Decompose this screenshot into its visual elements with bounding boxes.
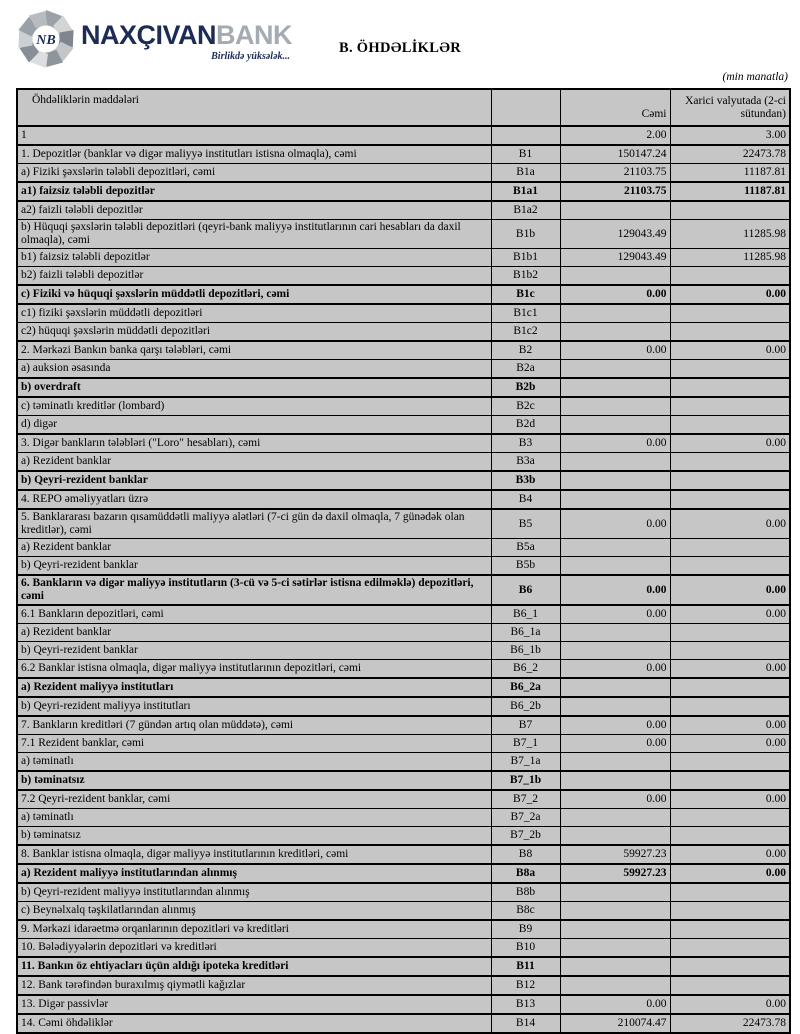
row-fx-cell [670, 920, 790, 939]
row-code-cell: B11 [491, 957, 560, 976]
row-label-cell: c) Beynəlxalq təşkilatlarından alınmış [17, 902, 491, 921]
row-label-cell: a) təminatlı [17, 753, 491, 772]
index-label-cell: 1 [17, 126, 491, 145]
row-code-cell: B5a [491, 539, 560, 557]
row-fx-cell: 0.00 [670, 285, 790, 304]
row-code-cell: B1b [491, 220, 560, 249]
row-fx-cell [670, 304, 790, 323]
row-fx-cell [670, 378, 790, 397]
table-row [17, 164, 790, 183]
row-code-cell: B8a [491, 864, 560, 883]
row-total-cell [560, 490, 670, 509]
row-code-cell: B2a [491, 360, 560, 379]
row-label-cell: a) Rezident maliyyə institutlarından alınmış [17, 864, 491, 883]
row-total-cell: 0.00 [560, 285, 670, 304]
row-total-cell: 129043.49 [560, 220, 670, 249]
table-row [17, 753, 790, 772]
row-fx-cell [670, 753, 790, 772]
row-label-cell: a) auksion əsasında [17, 360, 491, 379]
row-fx-cell: 0.00 [670, 341, 790, 360]
table-row [17, 267, 790, 286]
row-total-cell [560, 678, 670, 697]
table-row [17, 920, 790, 939]
row-label-cell: 6. Bankların və digər maliyyə institutların (3-cü və 5-ci sətirlər istisna edilməklə) depozitləri, cəmi [17, 575, 491, 605]
table-row [17, 471, 790, 490]
table-rows [17, 89, 790, 1033]
row-code-cell: B6_1a [491, 624, 560, 642]
row-label-cell: c) təminatlı kreditlər (lombard) [17, 397, 491, 416]
row-code-cell: B1c [491, 285, 560, 304]
row-code-cell: B3a [491, 453, 560, 472]
row-label-cell: 8. Banklar istisna olmaqla, digər maliyyə institutlarının kreditləri, cəmi [17, 845, 491, 864]
row-label-cell: 4. REPO əməliyyatları üzrə [17, 490, 491, 509]
header-items-label: Öhdəliklərin maddələri [17, 89, 491, 126]
row-total-cell: 0.00 [560, 605, 670, 624]
row-label-cell: 7. Bankların kreditləri (7 gündən artıq olan müddətə), cəmi [17, 716, 491, 735]
row-total-cell [560, 267, 670, 286]
table-row [17, 624, 790, 642]
row-code-cell: B2d [491, 416, 560, 435]
bank-logo [16, 8, 292, 70]
index-fx-cell: 3.00 [670, 126, 790, 145]
row-label-cell: b) overdraft [17, 378, 491, 397]
row-total-cell: 150147.24 [560, 145, 670, 164]
row-code-cell: B6 [491, 575, 560, 605]
row-label-cell: b) Hüquqi şəxslərin tələbli depozitləri (qeyri-bank maliyyə institutlarının cari hesabları da daxil olmaqla), cəmi [17, 220, 491, 249]
row-fx-cell: 0.00 [670, 790, 790, 809]
row-code-cell: B5b [491, 557, 560, 576]
row-total-cell [560, 624, 670, 642]
table-row [17, 827, 790, 846]
table-row [17, 883, 790, 902]
table-row [17, 605, 790, 624]
row-total-cell [560, 920, 670, 939]
row-code-cell: B6_1b [491, 642, 560, 660]
table-row [17, 323, 790, 342]
row-total-cell [560, 201, 670, 220]
row-fx-cell: 11187.81 [670, 182, 790, 201]
row-label-cell: a2) faizli tələbli depozitlər [17, 201, 491, 220]
table-row [17, 360, 790, 379]
row-code-cell: B8b [491, 883, 560, 902]
row-code-cell: B2b [491, 378, 560, 397]
row-code-cell: B1c2 [491, 323, 560, 342]
row-code-cell: B7_2 [491, 790, 560, 809]
table-row [17, 341, 790, 360]
header-fx-label: Xarici valyutada (2-ci sütundan) [670, 89, 790, 126]
table-row [17, 285, 790, 304]
row-label-cell: a) təminatlı [17, 809, 491, 827]
row-total-cell: 21103.75 [560, 182, 670, 201]
row-total-cell: 0.00 [560, 716, 670, 735]
row-fx-cell: 0.00 [670, 864, 790, 883]
row-fx-cell [670, 771, 790, 790]
row-total-cell: 59927.23 [560, 864, 670, 883]
table-row [17, 678, 790, 697]
index-code-cell [491, 126, 560, 145]
row-fx-cell [670, 939, 790, 958]
row-total-cell [560, 939, 670, 958]
row-fx-cell: 0.00 [670, 845, 790, 864]
row-fx-cell: 22473.78 [670, 145, 790, 164]
row-label-cell: 12. Bank tərəfindən buraxılmış qiymətli kağızlar [17, 976, 491, 995]
table-row [17, 660, 790, 679]
bank-name-secondary: BANK [216, 20, 293, 50]
row-total-cell [560, 471, 670, 490]
row-total-cell: 0.00 [560, 434, 670, 453]
row-total-cell [560, 771, 670, 790]
row-code-cell: B7_2b [491, 827, 560, 846]
row-code-cell: B1a2 [491, 201, 560, 220]
table-row [17, 416, 790, 435]
row-label-cell: a) Fiziki şəxslərin tələbli depozitləri, cəmi [17, 164, 491, 183]
row-fx-cell [670, 883, 790, 902]
row-label-cell: b2) faizli tələbli depozitlər [17, 267, 491, 286]
row-fx-cell [670, 827, 790, 846]
row-code-cell: B1c1 [491, 304, 560, 323]
row-total-cell: 0.00 [560, 660, 670, 679]
row-fx-cell [670, 267, 790, 286]
row-fx-cell: 0.00 [670, 509, 790, 539]
row-fx-cell: 0.00 [670, 716, 790, 735]
row-label-cell: 3. Digər bankların tələbləri ("Loro" hesabları), cəmi [17, 434, 491, 453]
row-code-cell: B7_1a [491, 753, 560, 772]
row-label-cell: a) Rezident banklar [17, 453, 491, 472]
row-label-cell: a) Rezident banklar [17, 539, 491, 557]
row-total-cell: 0.00 [560, 509, 670, 539]
row-total-cell [560, 902, 670, 921]
row-total-cell: 21103.75 [560, 164, 670, 183]
bank-name-primary: NAXÇIVAN [81, 20, 217, 50]
row-fx-cell: 11187.81 [670, 164, 790, 183]
row-label-cell: b) Qeyri-rezident banklar [17, 642, 491, 660]
row-code-cell: B3 [491, 434, 560, 453]
row-total-cell [560, 378, 670, 397]
table-row [17, 182, 790, 201]
row-label-cell: a) Rezident banklar [17, 624, 491, 642]
row-code-cell: B4 [491, 490, 560, 509]
row-fx-cell [670, 557, 790, 576]
table-row [17, 809, 790, 827]
row-code-cell: B1a1 [491, 182, 560, 201]
row-fx-cell [670, 697, 790, 716]
row-total-cell [560, 753, 670, 772]
table-header-row [17, 89, 790, 126]
row-label-cell: 6.2 Banklar istisna olmaqla, digər maliyyə institutlarının depozitləri, cəmi [17, 660, 491, 679]
row-fx-cell: 0.00 [670, 575, 790, 605]
row-code-cell: B12 [491, 976, 560, 995]
row-total-cell [560, 360, 670, 379]
table-row [17, 509, 790, 539]
header-total-label: Cəmi [560, 89, 670, 126]
row-label-cell: 7.2 Qeyri-rezident banklar, cəmi [17, 790, 491, 809]
row-fx-cell [670, 453, 790, 472]
row-total-cell [560, 697, 670, 716]
header-code-cell [491, 89, 560, 126]
row-code-cell: B14 [491, 1014, 560, 1033]
bank-monogram: NB [36, 33, 56, 48]
row-code-cell: B9 [491, 920, 560, 939]
table-row [17, 434, 790, 453]
row-fx-cell [670, 642, 790, 660]
row-label-cell: 7.1 Rezident banklar, cəmi [17, 735, 491, 753]
row-total-cell [560, 397, 670, 416]
row-label-cell: 6.1 Bankların depozitləri, cəmi [17, 605, 491, 624]
row-total-cell [560, 557, 670, 576]
row-fx-cell: 11285.98 [670, 220, 790, 249]
table-row [17, 304, 790, 323]
row-label-cell: 11. Bankın öz ehtiyacları üçün aldığı ipoteka kreditləri [17, 957, 491, 976]
row-fx-cell [670, 624, 790, 642]
row-fx-cell [670, 809, 790, 827]
row-label-cell: c2) hüquqi şəxslərin müddətli depozitləri [17, 323, 491, 342]
table-row [17, 249, 790, 267]
row-total-cell [560, 827, 670, 846]
liabilities-table [16, 88, 791, 1034]
row-label-cell: 14. Cəmi öhdəliklər [17, 1014, 491, 1033]
table-row [17, 575, 790, 605]
row-fx-cell [670, 471, 790, 490]
table-row [17, 378, 790, 397]
table-row [17, 220, 790, 249]
page-title: B. ÖHDƏLİKLƏR [338, 40, 461, 56]
table-row [17, 1014, 790, 1033]
row-label-cell: b) Qeyri-rezident banklar [17, 557, 491, 576]
row-code-cell: B7_2a [491, 809, 560, 827]
row-code-cell: B1b2 [491, 267, 560, 286]
row-label-cell: 10. Bələdiyyələrin depozitləri və kreditləri [17, 939, 491, 958]
table-row [17, 539, 790, 557]
table-row [17, 864, 790, 883]
row-code-cell: B2c [491, 397, 560, 416]
row-label-cell: b) təminatsız [17, 771, 491, 790]
row-total-cell [560, 304, 670, 323]
bank-slogan: Birlikdə yüksələk... [211, 51, 291, 62]
bank-logo-icon [16, 8, 76, 70]
table-row [17, 790, 790, 809]
row-fx-cell [670, 957, 790, 976]
row-label-cell: b) təminatsız [17, 827, 491, 846]
row-code-cell: B6_2 [491, 660, 560, 679]
row-fx-cell [670, 201, 790, 220]
row-code-cell: B8 [491, 845, 560, 864]
row-label-cell: c1) fiziki şəxslərin müddətli depozitləri [17, 304, 491, 323]
row-label-cell: b) Qeyri-rezident maliyyə institutlarından alınmış [17, 883, 491, 902]
row-label-cell: 13. Digər passivlər [17, 995, 491, 1014]
row-code-cell: B13 [491, 995, 560, 1014]
row-label-cell: c) Fiziki və hüquqi şəxslərin müddətli depozitləri, cəmi [17, 285, 491, 304]
row-total-cell [560, 453, 670, 472]
row-fx-cell [670, 397, 790, 416]
row-label-cell: d) digər [17, 416, 491, 435]
row-code-cell: B6_1 [491, 605, 560, 624]
row-total-cell: 129043.49 [560, 249, 670, 267]
row-code-cell: B1 [491, 145, 560, 164]
row-total-cell [560, 957, 670, 976]
table-row [17, 490, 790, 509]
row-fx-cell: 22473.78 [670, 1014, 790, 1033]
table-row [17, 957, 790, 976]
row-total-cell: 59927.23 [560, 845, 670, 864]
index-total-cell: 2.00 [560, 126, 670, 145]
table-row [17, 145, 790, 164]
row-fx-cell [670, 416, 790, 435]
table-row [17, 902, 790, 921]
row-label-cell: 2. Mərkəzi Bankın banka qarşı tələbləri, cəmi [17, 341, 491, 360]
row-total-cell [560, 809, 670, 827]
row-code-cell: B3b [491, 471, 560, 490]
table-row [17, 771, 790, 790]
row-total-cell: 0.00 [560, 790, 670, 809]
row-total-cell: 0.00 [560, 735, 670, 753]
row-fx-cell: 0.00 [670, 660, 790, 679]
table-row [17, 557, 790, 576]
row-fx-cell [670, 490, 790, 509]
row-label-cell: 5. Banklararası bazarın qısamüddətli maliyyə alətləri (7-ci gün də daxil olmaqla, 7 günədək olan kreditlər), cəmi [17, 509, 491, 539]
row-code-cell: B6_2a [491, 678, 560, 697]
row-label-cell: b) Qeyri-rezident maliyyə institutları [17, 697, 491, 716]
row-total-cell [560, 883, 670, 902]
table-row [17, 201, 790, 220]
row-total-cell: 0.00 [560, 995, 670, 1014]
row-fx-cell: 11285.98 [670, 249, 790, 267]
row-fx-cell: 0.00 [670, 605, 790, 624]
row-fx-cell [670, 678, 790, 697]
table-row [17, 697, 790, 716]
table-row [17, 845, 790, 864]
row-code-cell: B10 [491, 939, 560, 958]
row-code-cell: B7 [491, 716, 560, 735]
row-total-cell [560, 642, 670, 660]
row-code-cell: B8c [491, 902, 560, 921]
row-fx-cell [670, 902, 790, 921]
row-label-cell: 9. Mərkəzi idarəetmə orqanlarının depozitləri və kreditləri [17, 920, 491, 939]
table-row [17, 642, 790, 660]
row-total-cell: 0.00 [560, 575, 670, 605]
table-row [17, 735, 790, 753]
row-code-cell: B5 [491, 509, 560, 539]
row-label-cell: a1) faizsiz tələbli depozitlər [17, 182, 491, 201]
row-label-cell: 1. Depozitlər (banklar və digər maliyyə institutları istisna olmaqla), cəmi [17, 145, 491, 164]
row-label-cell: a) Rezident maliyyə institutları [17, 678, 491, 697]
row-fx-cell [670, 539, 790, 557]
row-fx-cell [670, 360, 790, 379]
table-row [17, 716, 790, 735]
row-fx-cell [670, 323, 790, 342]
row-code-cell: B7_1b [491, 771, 560, 790]
row-total-cell: 210074.47 [560, 1014, 670, 1033]
row-code-cell: B1b1 [491, 249, 560, 267]
row-label-cell: b) Qeyri-rezident banklar [17, 471, 491, 490]
row-fx-cell [670, 976, 790, 995]
row-code-cell: B2 [491, 341, 560, 360]
row-total-cell [560, 976, 670, 995]
row-total-cell [560, 539, 670, 557]
row-fx-cell: 0.00 [670, 434, 790, 453]
column-index-row [17, 126, 790, 145]
row-total-cell [560, 323, 670, 342]
row-total-cell [560, 416, 670, 435]
row-fx-cell: 0.00 [670, 735, 790, 753]
row-total-cell: 0.00 [560, 341, 670, 360]
row-fx-cell: 0.00 [670, 995, 790, 1014]
table-row [17, 976, 790, 995]
row-code-cell: B1a [491, 164, 560, 183]
row-code-cell: B6_2b [491, 697, 560, 716]
row-label-cell: b1) faizsiz tələbli depozitlər [17, 249, 491, 267]
table-row [17, 995, 790, 1014]
unit-note: (min manatla) [722, 71, 788, 83]
table-row [17, 939, 790, 958]
row-code-cell: B7_1 [491, 735, 560, 753]
table-row [17, 453, 790, 472]
table-row [17, 397, 790, 416]
